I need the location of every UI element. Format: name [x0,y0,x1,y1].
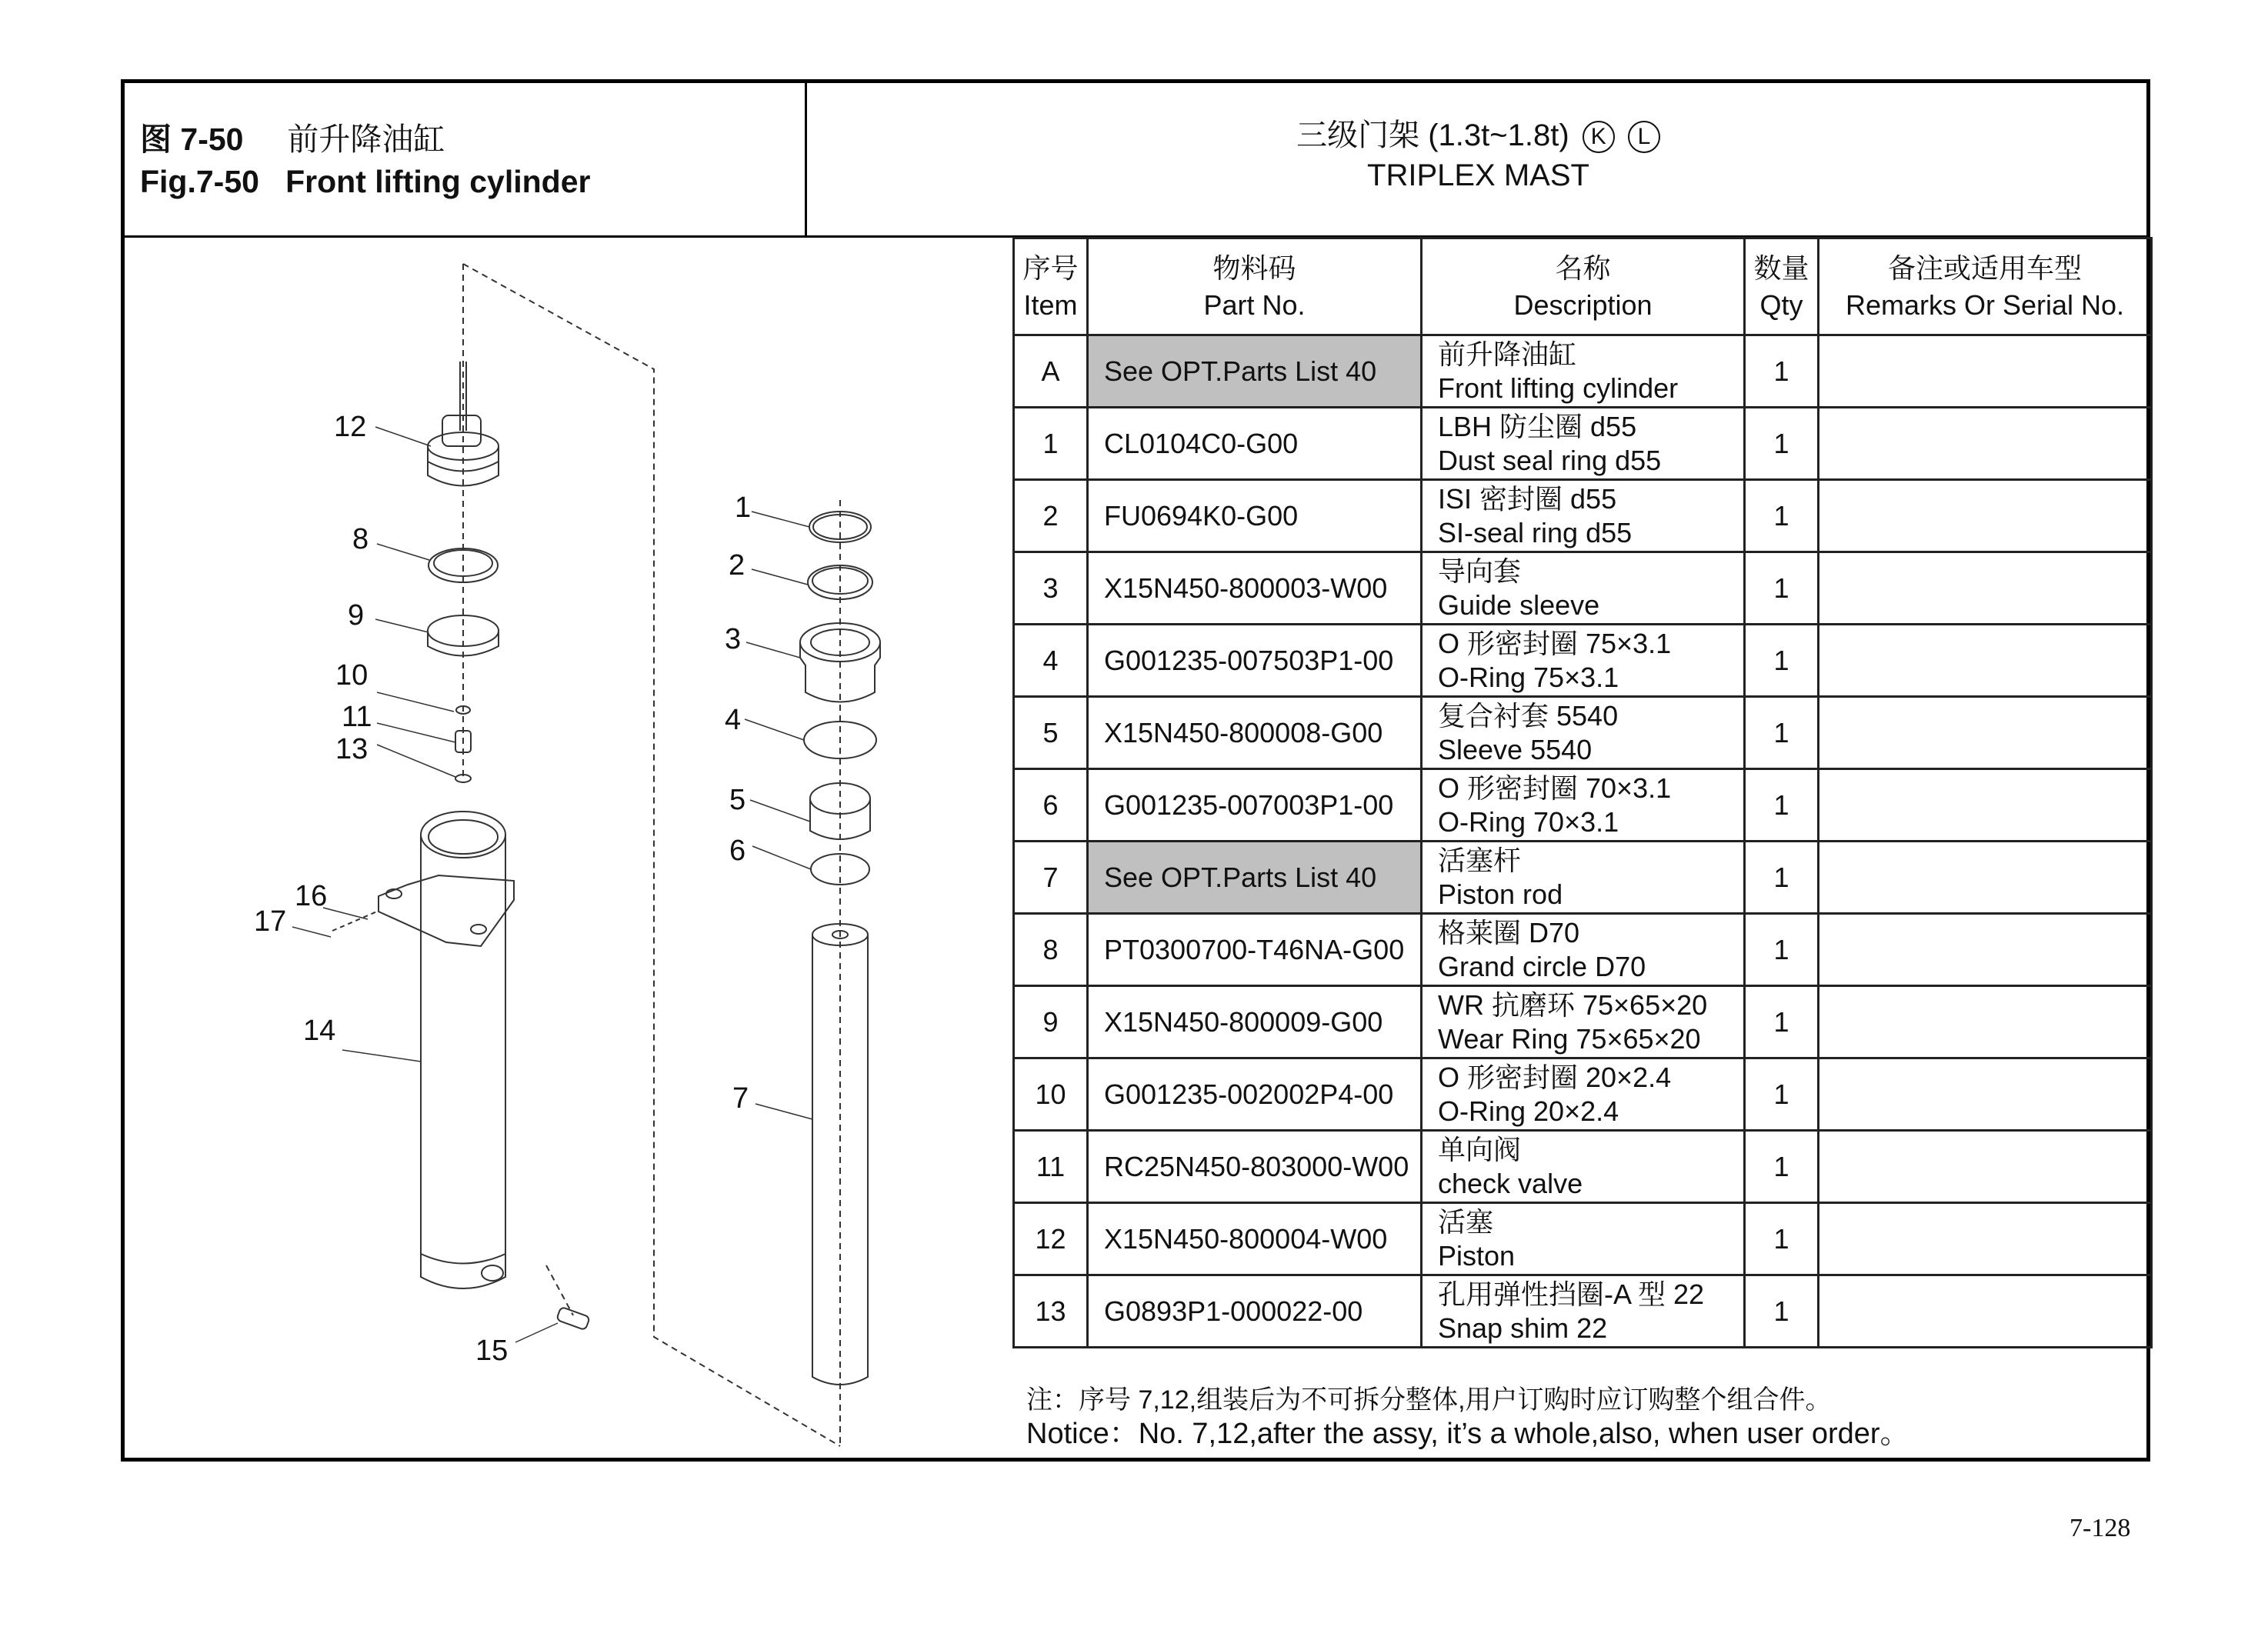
callout-8: 8 [352,523,369,555]
callout-16: 16 [295,880,328,912]
description-en: Grand circle D70 [1438,950,1646,982]
description-cell [1422,1275,1745,1348]
remarks-cell [1819,697,2152,769]
part-no-cell: See OPT.Parts List 40 [1088,335,1422,408]
item-cell: 8 [1014,914,1088,986]
remarks-cell [1819,408,2152,480]
part-no-cell: X15N450-800003-W00 [1088,552,1422,625]
circled-l-badge: L [1628,121,1660,153]
remarks-cell [1819,480,2152,552]
callout-10: 10 [335,659,369,692]
description-cell [1422,408,1745,480]
mast-title-en: TRIPLEX MAST [1367,158,1589,192]
remarks-cell [1819,1203,2152,1275]
description-cn: 格莱圈 D70 [1438,916,1580,948]
item-cell: 6 [1014,769,1088,842]
col-header-remarks: 备注或适用车型 Remarks Or Serial No. [1819,238,2152,335]
description-en: Piston [1438,1239,1516,1272]
part-no-cell: G001235-007503P1-00 [1088,625,1422,697]
part-no-cell: X15N450-800009-G00 [1088,986,1422,1058]
description-cn: 孔用弹性挡圈-A 型 22 [1438,1278,1705,1310]
table-header-row [1014,238,2152,335]
remarks-cell [1819,552,2152,625]
remarks-cell [1819,914,2152,986]
description-cn: WR 抗磨环 75×65×20 [1438,988,1708,1021]
part-no-cell: G001235-007003P1-00 [1088,769,1422,842]
remarks-cell [1819,842,2152,914]
description-cn: O 形密封圈 20×2.4 [1438,1061,1672,1093]
callout-7: 7 [732,1082,749,1115]
item-cell: 10 [1014,1058,1088,1131]
item-cell: A [1014,335,1088,408]
notice-cn: 注：序号 7,12,组装后为不可拆分整体,用户订购时应订购整个组合件。 [1026,1385,1832,1415]
qty-cell: 1 [1745,914,1819,986]
description-en: Sleeve 5540 [1438,733,1593,765]
description-cn: 活塞 [1438,1205,1494,1238]
parts-table [1012,237,2153,1348]
item-cell: 5 [1014,697,1088,769]
description-en: Snap shim 22 [1438,1312,1608,1344]
callout-15: 15 [475,1335,509,1367]
circled-k-badge: K [1583,121,1615,153]
qty-cell: 1 [1745,697,1819,769]
description-cell [1422,335,1745,408]
part-no-cell: RC25N450-803000-W00 [1088,1131,1422,1203]
qty-cell: 1 [1745,480,1819,552]
mast-title-cn: 三级门架 (1.3t~1.8t) [1296,118,1569,152]
description-en: SI-seal ring d55 [1438,516,1633,548]
qty-cell: 1 [1745,552,1819,625]
description-cn: LBH 防尘圈 d55 [1438,410,1637,442]
mast-heading [806,115,2150,195]
description-cn: 前升降油缸 [1438,338,1577,370]
col-header-description: 名称 Description [1422,238,1745,335]
description-cn: 单向阀 [1438,1133,1522,1165]
callout-1: 1 [735,492,752,524]
part-no-cell: G0893P1-000022-00 [1088,1275,1422,1348]
part-no-cell: CL0104C0-G00 [1088,408,1422,480]
table-row [1014,1275,2152,1348]
item-cell: 9 [1014,986,1088,1058]
callout-13: 13 [335,733,369,765]
description-en: Wear Ring 75×65×20 [1438,1022,1701,1055]
remarks-cell [1819,335,2152,408]
callout-9: 9 [348,599,365,632]
part-no-cell: X15N450-800004-W00 [1088,1203,1422,1275]
qty-cell: 1 [1745,1275,1819,1348]
qty-cell: 1 [1745,335,1819,408]
description-cell [1422,625,1745,697]
description-cn: ISI 密封圈 d55 [1438,482,1617,515]
qty-cell: 1 [1745,625,1819,697]
item-cell: 1 [1014,408,1088,480]
qty-cell: 1 [1745,1058,1819,1131]
description-cell [1422,697,1745,769]
col-header-part-no: 物料码 Part No. [1088,238,1422,335]
qty-cell: 1 [1745,1203,1819,1275]
description-cell [1422,1058,1745,1131]
item-cell: 7 [1014,842,1088,914]
table-row [1014,625,2152,697]
page-number: 7-128 [2070,1514,2131,1542]
notice-en: Notice：No. 7,12,after the assy, it’s a whole,also, when user order。 [1026,1418,1909,1450]
item-cell: 2 [1014,480,1088,552]
item-cell: 11 [1014,1131,1088,1203]
description-en: O-Ring 70×3.1 [1438,805,1619,838]
table-row [1014,1058,2152,1131]
description-cell [1422,842,1745,914]
qty-cell: 1 [1745,769,1819,842]
description-en: Front lifting cylinder [1438,372,1679,404]
remarks-cell [1819,986,2152,1058]
callout-5: 5 [729,784,746,816]
table-row [1014,1131,2152,1203]
qty-cell: 1 [1745,842,1819,914]
description-en: O-Ring 20×2.4 [1438,1095,1619,1127]
description-cn: 导向套 [1438,555,1522,587]
qty-cell: 1 [1745,1131,1819,1203]
col-header-qty: 数量 Qty [1745,238,1819,335]
figure-title-cn: 图 7-50 前升降油缸 [140,122,445,157]
description-cn: 复合衬套 5540 [1438,699,1619,732]
callout-2: 2 [729,549,745,582]
table-row [1014,914,2152,986]
part-no-cell: PT0300700-T46NA-G00 [1088,914,1422,986]
callout-17: 17 [254,905,287,938]
table-row [1014,552,2152,625]
remarks-cell [1819,769,2152,842]
part-no-cell: X15N450-800008-G00 [1088,697,1422,769]
callout-11: 11 [342,701,372,733]
description-en: check valve [1438,1167,1583,1199]
table-row [1014,1203,2152,1275]
description-en: O-Ring 75×3.1 [1438,661,1619,693]
callout-4: 4 [725,704,742,736]
part-no-cell: See OPT.Parts List 40 [1088,842,1422,914]
part-no-cell: G001235-002002P4-00 [1088,1058,1422,1131]
description-cell [1422,1203,1745,1275]
callout-14: 14 [303,1015,336,1047]
table-row [1014,480,2152,552]
table-row [1014,408,2152,480]
item-cell: 4 [1014,625,1088,697]
description-cell [1422,552,1745,625]
qty-cell: 1 [1745,408,1819,480]
remarks-cell [1819,625,2152,697]
description-cell [1422,914,1745,986]
table-row [1014,697,2152,769]
item-cell: 12 [1014,1203,1088,1275]
callout-3: 3 [725,623,742,655]
item-cell: 13 [1014,1275,1088,1348]
description-en: Guide sleeve [1438,588,1600,621]
description-cell [1422,769,1745,842]
notice [1014,1377,2145,1458]
description-cn: 活塞杆 [1438,844,1522,876]
description-cn: O 形密封圈 75×3.1 [1438,627,1672,659]
figure-title-en: Fig.7-50 Front lifting cylinder [140,164,591,199]
table-row [1014,986,2152,1058]
description-cell [1422,1131,1745,1203]
qty-cell: 1 [1745,986,1819,1058]
part-no-cell: FU0694K0-G00 [1088,480,1422,552]
col-header-item: 序号 Item [1014,238,1088,335]
remarks-cell [1819,1275,2152,1348]
table-row [1014,335,2152,408]
remarks-cell [1819,1131,2152,1203]
exploded-diagram [123,238,1012,1458]
description-cn: O 形密封圈 70×3.1 [1438,772,1672,804]
description-cell [1422,480,1745,552]
table-row [1014,842,2152,914]
remarks-cell [1819,1058,2152,1131]
description-en: Piston rod [1438,878,1563,910]
item-cell: 3 [1014,552,1088,625]
callout-12: 12 [334,411,367,443]
callout-6: 6 [729,835,746,867]
table-row [1014,769,2152,842]
description-en: Dust seal ring d55 [1438,444,1662,476]
description-cell [1422,986,1745,1058]
